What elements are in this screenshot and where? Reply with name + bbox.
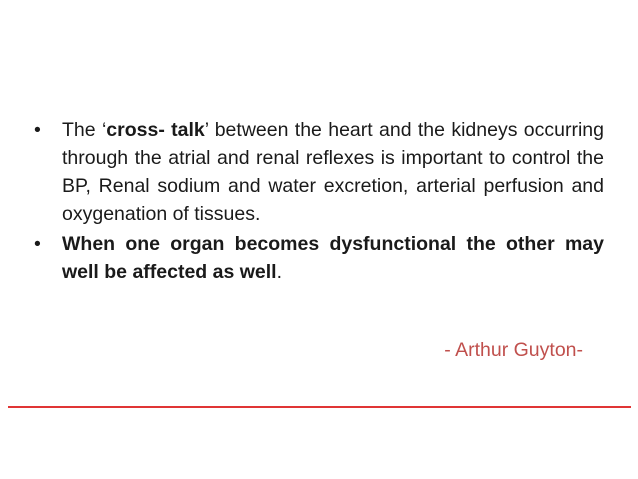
bullet-item-cross-talk [34, 116, 604, 228]
bullet-icon: • [34, 233, 41, 255]
bullet-text-part: ’ between the heart and the kidneys occurring through the atrial and renal reflexes is important to control the BP, Renal sodium and water excretion, arterial perfusion and oxygenation of tissues. [62, 119, 604, 225]
bullet-text-emphasis: cross- talk [106, 119, 205, 141]
bullet-text-part: The ‘ [62, 119, 107, 141]
divider-line [8, 406, 631, 408]
bullet-text-part: . [276, 261, 283, 283]
bullet-text-emphasis: When one organ becomes dysfunctional the other may well be affected as well [62, 233, 604, 283]
bullet-item-dysfunction [34, 230, 604, 286]
bullet-icon: • [34, 119, 41, 141]
quote-attribution: - Arthur Guyton- [444, 339, 583, 361]
slide-content [34, 116, 604, 286]
